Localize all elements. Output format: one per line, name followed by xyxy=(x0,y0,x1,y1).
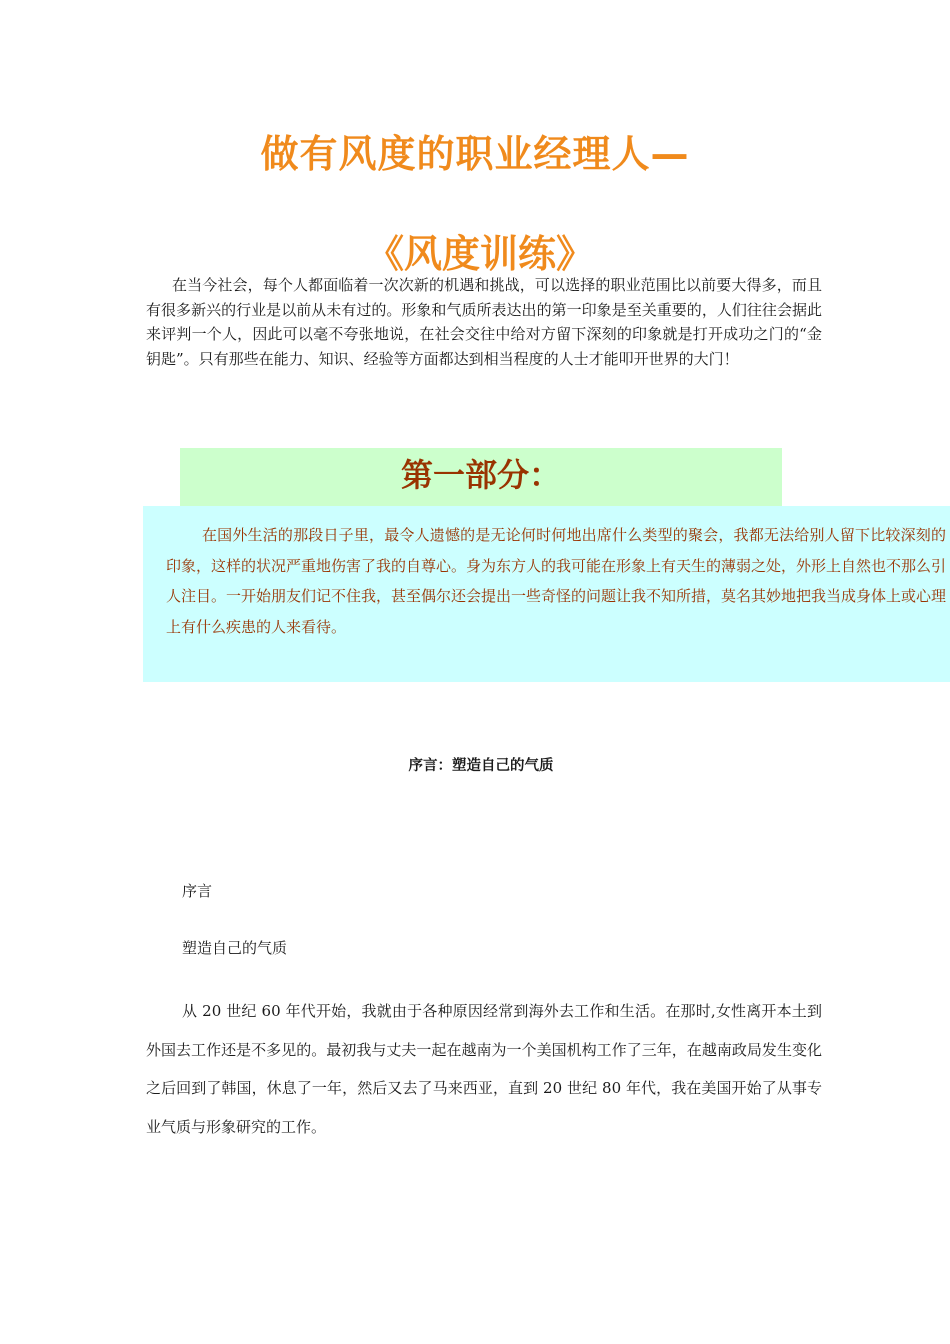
highlight-paragraph: 在国外生活的那段日子里，最令人遗憾的是无论何时何地出席什么类型的聚会，我都无法给别人留下比较深刻的印象，这样的状况严重地伤害了我的自尊心。身为东方人的我可能在形象上有天生的薄弱之处，外形上自然也不那么引人注目。一开始朋友们记不住我，甚至偶尔还会提出一些奇怪的问题让我不知所措，莫名其妙地把我当成身体上或心理上有什么疾患的人来看待。 xyxy=(166,526,947,636)
preface-subtitle: 塑造自己的气质 xyxy=(182,939,288,957)
body-paragraph: 从 20 世纪 60 年代开始，我就由于各种原因经常到海外去工作和生活。在那时,女性离开本土到外国去工作还是不多见的。最初我与丈夫一起在越南为一个美国机构工作了三年，在越南政局发生变化之后回到了韩国，休息了一年，然后又去了马来西亚，直到 20 世纪 80 年代，我在美国开始了从事专业气质与形象研究的工作。 xyxy=(146,1002,822,1136)
preface-heading: 序言：塑造自己的气质 xyxy=(408,758,554,774)
intro-paragraph: 在当今社会，每个人都面临着一次次新的机遇和挑战，可以选择的职业范围比以前要大得多，而且有很多新兴的行业是以前从未有过的。形象和气质所表达出的第一印象是至关重要的，人们往往会据此来评判一个人，因此可以毫不夸张地说，在社会交往中给对方留下深刻的印象就是打开成功之门的“金钥匙”。只有那些在能力、知识、经验等方面都达到相当程度的人士才能叩开世界的大门！ xyxy=(146,276,822,368)
document-title: 做有风度的职业经理人— xyxy=(260,132,690,176)
preface-label: 序言 xyxy=(182,882,213,900)
document-subtitle: 《风度训练》 xyxy=(365,232,594,276)
part-heading: 第一部分： xyxy=(400,456,561,494)
